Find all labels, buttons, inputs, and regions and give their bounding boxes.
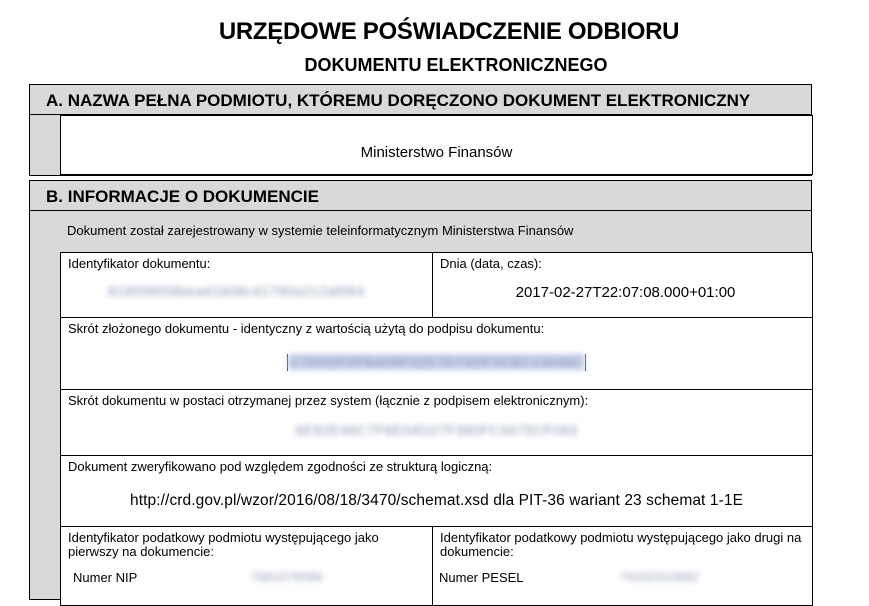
taxid-first-value: 7681076096: [251, 570, 323, 584]
section-a: [29, 84, 812, 176]
date-cell: [432, 252, 813, 318]
verification-value: http://crd.gov.pl/wzor/2016/08/18/3470/schemat.xsd dla PIT-36 wariant 23 schemat 1-1E: [129, 492, 744, 509]
signed-hash-cell: [60, 317, 813, 390]
document-subtitle: DOKUMENTU ELEKTRONICZNEGO: [304, 55, 608, 75]
section-b: [29, 180, 812, 600]
document-identifier-value: 8165f9058bea41b08c41790a212af064: [108, 283, 365, 299]
date-value: 2017-02-27T22:07:08.000+01:00: [515, 284, 736, 301]
signed-hash-value[interactable]: C7D0DF0FB4D8F52E7D74DF3CBC13048C: [289, 354, 584, 370]
received-hash-cell: [60, 389, 813, 456]
recipient-name: Ministerstwo Finansów: [360, 144, 513, 161]
section-a-header: A. NAZWA PEŁNA PODMIOTU, KTÓREMU DORĘCZONO DOKUMENT ELEKTRONICZNY: [30, 85, 811, 115]
date-label: Dnia (data, czas):: [440, 256, 542, 271]
received-hash-value: 6E92E46C7F6E04D27F380FC3475CF083: [295, 422, 578, 438]
recipient-box: [60, 115, 813, 175]
document-identifier-cell: [60, 252, 433, 318]
verification-label: Dokument zweryfikowano pod względem zgodności ze strukturą logiczną:: [68, 459, 493, 474]
taxid-first-cell: [60, 526, 433, 606]
registration-info: Dokument został zarejestrowany w systemie teleinformatycznym Ministerstwa Finansów: [67, 223, 574, 238]
text-cursor-end: [585, 354, 586, 371]
document-title: URZĘDOWE POŚWIADCZENIE ODBIORU: [218, 18, 680, 45]
taxid-first-label: Identyfikator podatkowy podmiotu występującego jako pierwszy na dokumencie:: [68, 530, 379, 559]
document-identifier-label: Identyfikator dokumentu:: [68, 256, 211, 271]
section-b-header: B. INFORMACJE O DOKUMENCIE: [30, 181, 811, 211]
taxid-first-type: Numer NIP: [73, 570, 138, 585]
taxid-second-type: Numer PESEL: [439, 570, 524, 585]
taxid-second-value: 74102310882: [620, 570, 699, 584]
signed-hash-label: Skrót złożonego dokumentu - identyczny z wartością użytą do podpisu dokumentu:: [68, 321, 545, 336]
taxid-second-cell: [432, 526, 813, 606]
verification-cell: [60, 455, 813, 527]
taxid-second-label: Identyfikator podatkowy podmiotu występującego jako drugi na dokumencie:: [440, 530, 802, 559]
received-hash-label: Skrót dokumentu w postaci otrzymanej przez system (łącznie z podpisem elektronicznym):: [68, 393, 589, 408]
signed-hash-wrap: [61, 354, 812, 372]
